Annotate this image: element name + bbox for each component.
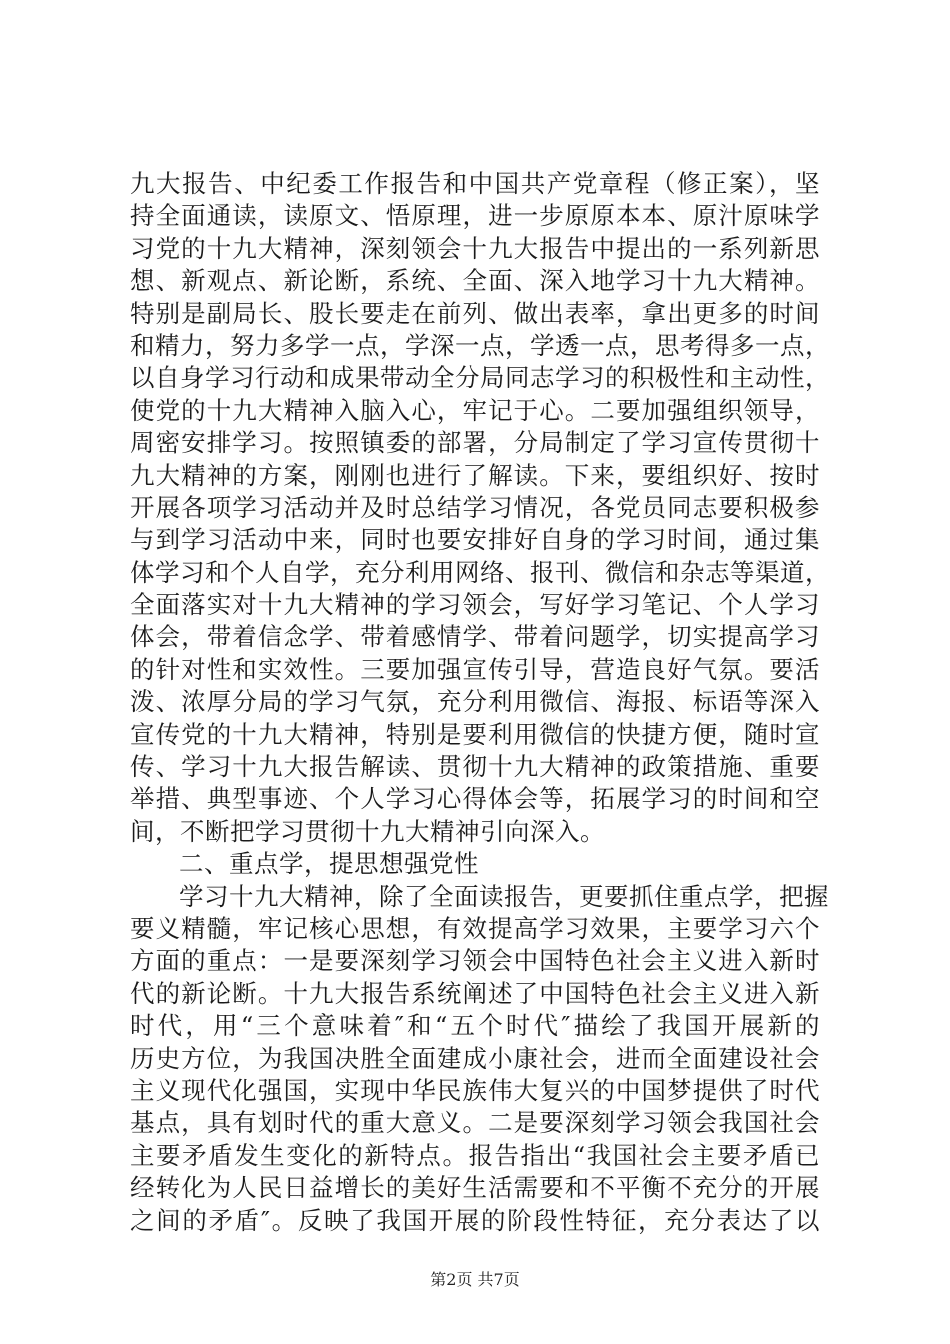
text-line: 传、学习十九大报告解读、贯彻十九大精神的政策措施、重要 [130,752,820,782]
text-line: 间，不断把学习贯彻十九大精神引向深入。 [130,816,605,846]
text-line: 主要矛盾发生变化的新特点。报告指出“我国社会主要矛盾已 [130,1140,820,1170]
text-line: 经转化为人民日益增长的美好生活需要和不平衡不充分的开展 [130,1173,820,1203]
text-line: 持全面通读，读原文、悟原理，进一步原原本本、原汁原味学 [130,201,820,231]
text-line: 与到学习活动中来，同时也要安排好自身的学习时间，通过集 [130,525,820,555]
text-line: 基点，具有划时代的重大意义。二是要深刻学习领会我国社会 [130,1108,820,1138]
text-line: 举措、典型事迹、个人学习心得体会等，拓展学习的时间和空 [130,784,820,814]
text-line: 之间的矛盾″。反映了我国开展的阶段性特征，充分表达了以 [130,1205,820,1235]
text-line: 的针对性和实效性。三要加强宣传引导，营造良好气氛。要活 [130,654,820,684]
text-line: 方面的重点：一是要深刻学习领会中国特色社会主义进入新时 [130,946,820,976]
text-line: 泼、浓厚分局的学习气氛，充分利用微信、海报、标语等深入 [130,687,820,717]
text-line: 使党的十九大精神入脑入心，牢记于心。二要加强组织领导， [130,395,820,425]
text-line: 主义现代化强国，实现中华民族伟大复兴的中国梦提供了时代 [130,1075,820,1105]
text-line: 想、新观点、新论断，系统、全面、深入地学习十九大精神。 [130,266,820,296]
text-line: 周密安排学习。按照镇委的部署，分局制定了学习宣传贯彻十 [130,428,820,458]
text-line: 宣传党的十九大精神，特别是要利用微信的快捷方便，随时宣 [130,719,820,749]
document-body [130,168,830,1237]
text-line: 和精力，努力多学一点，学深一点，学透一点，思考得多一点， [130,330,830,360]
text-line: 代的新论断。十九大报告系统阐述了中国特色社会主义进入新 [130,978,820,1008]
text-line: 九大报告、中纪委工作报告和中国共产党章程（修正案），坚 [130,169,820,198]
text-line: 习党的十九大精神，深刻领会十九大报告中提出的一系列新思 [130,233,820,263]
text-line: 要义精髓，牢记核心思想，有效提高学习效果，主要学习六个 [130,913,820,943]
text-line: 特别是副局长、股长要走在前列、做出表率，拿出更多的时间 [130,298,820,328]
text-line: 体会，带着信念学、带着感情学、带着问题学，切实提高学习 [130,622,820,652]
text-line: 体学习和个人自学，充分利用网络、报刊、微信和杂志等渠道， [130,557,830,587]
section-heading: 二、重点学，提思想强党性 [179,849,479,879]
text-line: 学习十九大精神，除了全面读报告，更要抓住重点学，把握 [179,881,829,911]
text-line: 以自身学习行动和成果带动全分局同志学习的积极性和主动性， [130,363,830,393]
text-line: 历史方位，为我国决胜全面建成小康社会，进而全面建设社会 [130,1043,820,1073]
text-line: 九大精神的方案，刚刚也进行了解读。下来，要组织好、按时 [130,460,820,490]
text-line: 时代，用“三个意味着″和“五个时代″描绘了我国开展新的 [130,1011,820,1041]
text-line: 开展各项学习活动并及时总结学习情况，各党员同志要积极参 [130,492,820,522]
text-line: 全面落实对十九大精神的学习领会，写好学习笔记、个人学习 [130,590,820,620]
page-number-footer: 第2页 共7页 [430,1270,520,1289]
